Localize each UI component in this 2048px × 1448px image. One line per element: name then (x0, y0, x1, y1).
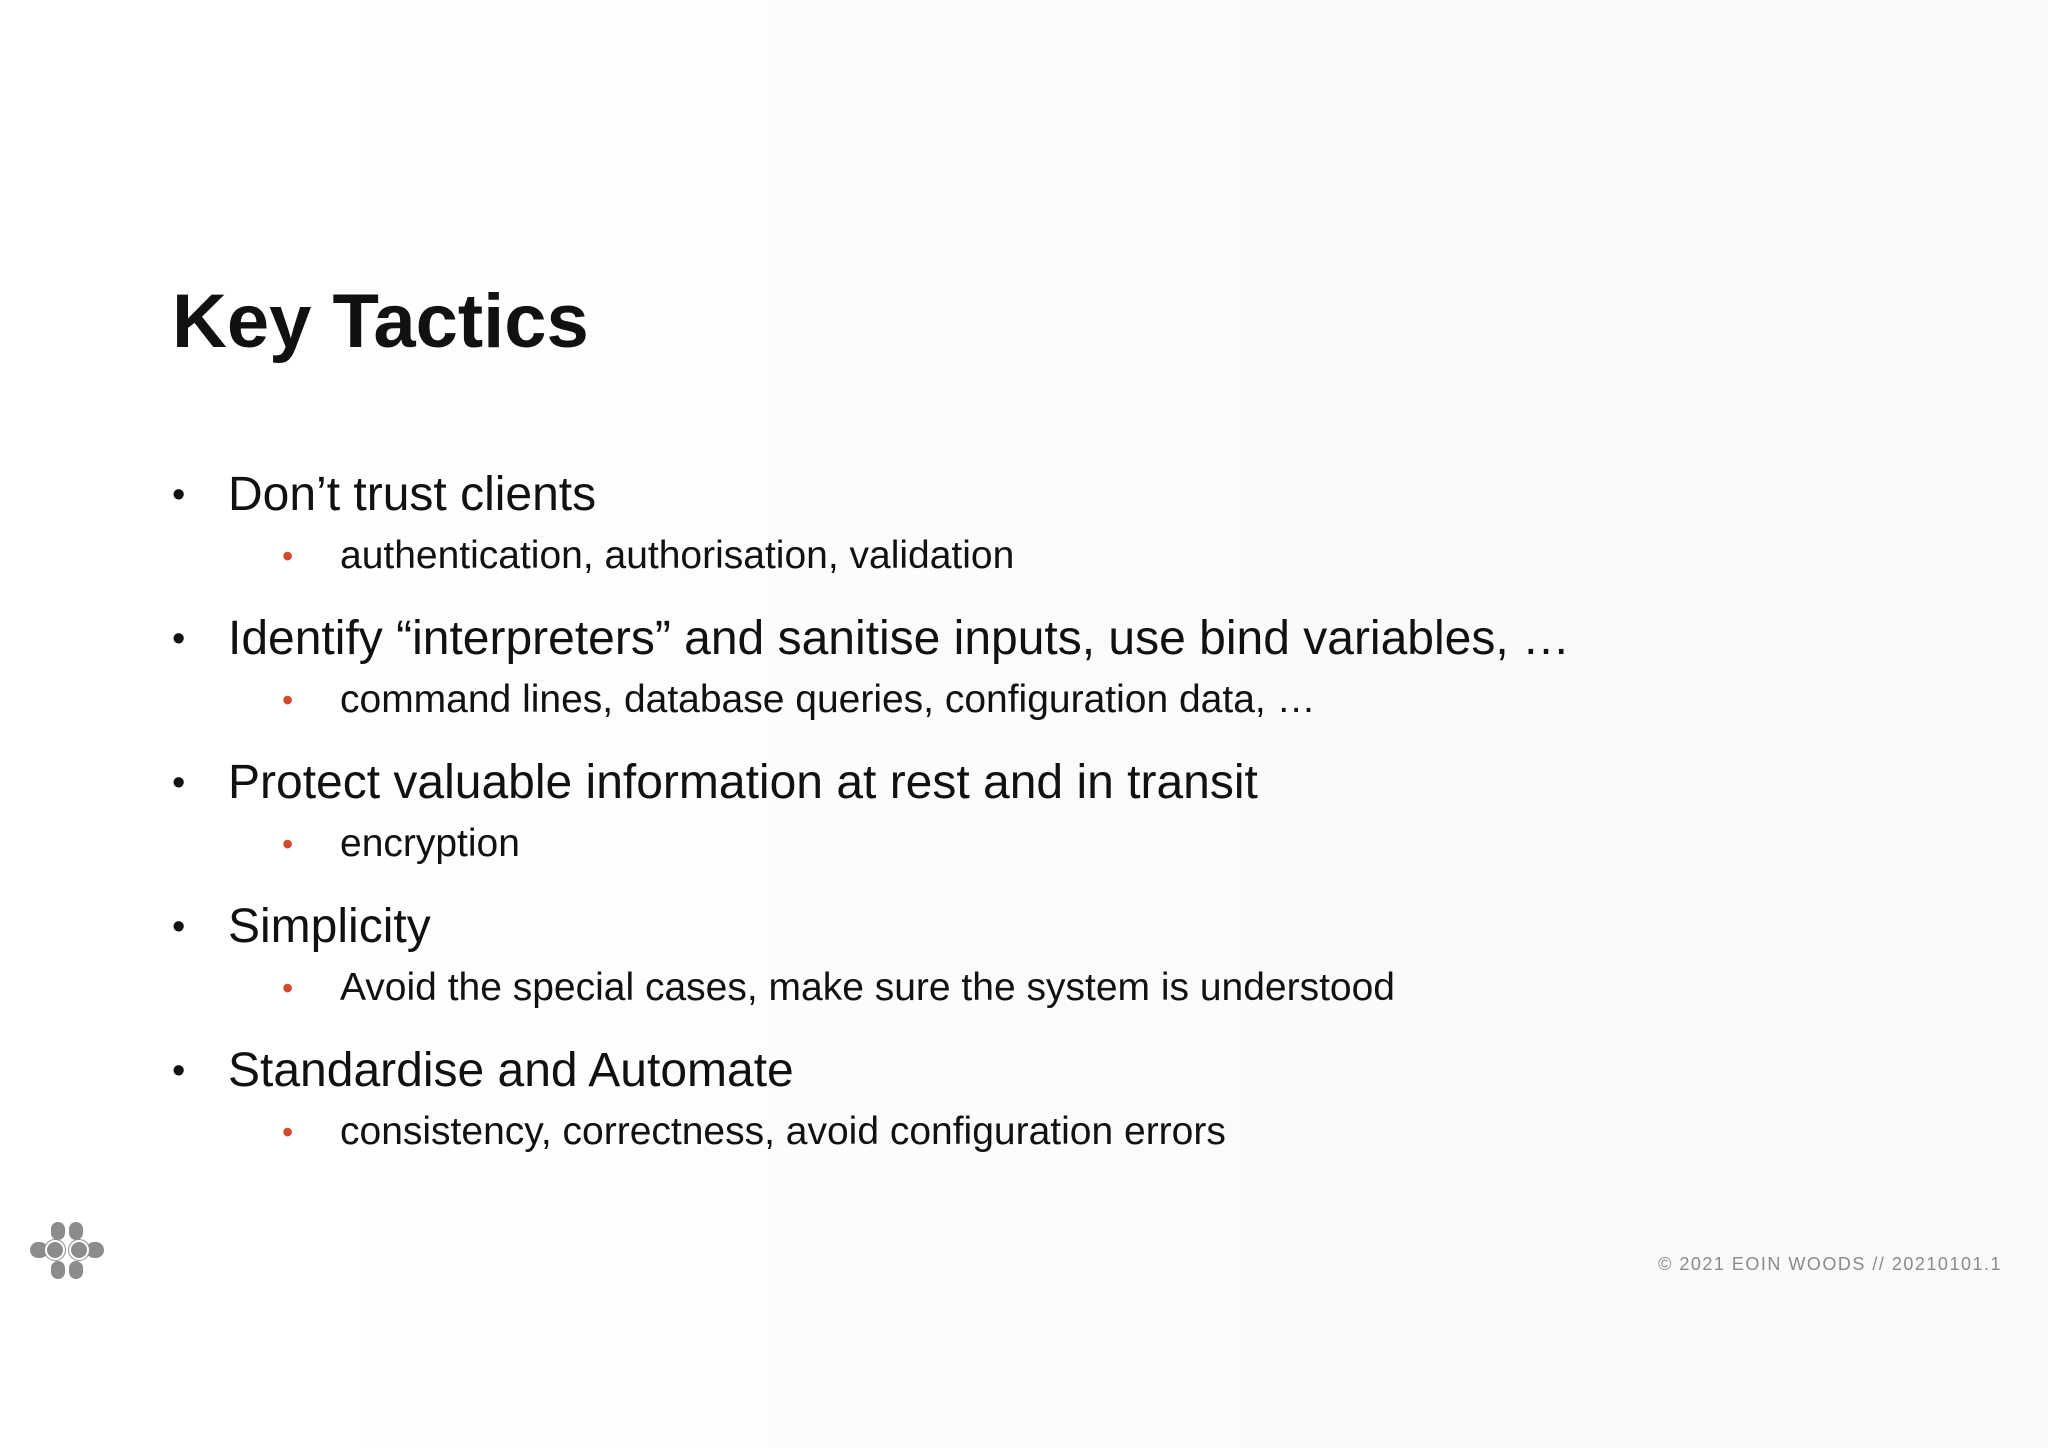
sub-bullet-text: encryption (340, 822, 520, 865)
bullet-item (172, 750, 1872, 872)
bullet-text: Protect valuable information at rest and in transit (228, 756, 1258, 809)
sub-bullet (172, 1104, 1872, 1160)
sub-bullet-dot: • (282, 1114, 294, 1150)
sub-bullet-text: authentication, authorisation, validation (340, 534, 1015, 577)
bullet-dot: • (172, 474, 186, 516)
sub-bullet-dot: • (282, 970, 294, 1006)
bullet-item (172, 894, 1872, 1016)
bullet-dot: • (172, 906, 186, 948)
bullet-item (172, 462, 1872, 584)
bullet-text: Don’t trust clients (228, 468, 597, 521)
bullet-dot: • (172, 762, 186, 804)
sub-bullet-dot: • (282, 826, 294, 862)
sub-bullet-dot: • (282, 682, 294, 718)
bullet-main (172, 894, 1872, 960)
cluster-logo-icon (30, 1222, 106, 1280)
bullet-text: Identify “interpreters” and sanitise inputs, use bind variables, … (228, 612, 1571, 665)
bullet-list (172, 462, 1872, 1182)
bullet-dot: • (172, 618, 186, 660)
bullet-main (172, 606, 1872, 672)
sub-bullet (172, 528, 1872, 584)
bullet-main (172, 462, 1872, 528)
footer-copyright: © 2021 EOIN WOODS // 20210101.1 (1658, 1254, 2002, 1274)
sub-bullet (172, 816, 1872, 872)
sub-bullet-dot: • (282, 538, 294, 574)
bullet-text: Standardise and Automate (228, 1044, 794, 1097)
bullet-main (172, 1038, 1872, 1104)
bullet-text: Simplicity (228, 900, 431, 953)
bullet-main (172, 750, 1872, 816)
sub-bullet (172, 672, 1872, 728)
slide-title: Key Tactics (172, 279, 589, 364)
sub-bullet-text: consistency, correctness, avoid configuration errors (340, 1110, 1226, 1153)
sub-bullet (172, 960, 1872, 1016)
sub-bullet-text: Avoid the special cases, make sure the system is understood (340, 966, 1395, 1009)
bullet-item (172, 1038, 1872, 1160)
sub-bullet-text: command lines, database queries, configuration data, … (340, 678, 1316, 721)
bullet-item (172, 606, 1872, 728)
bullet-dot: • (172, 1050, 186, 1092)
